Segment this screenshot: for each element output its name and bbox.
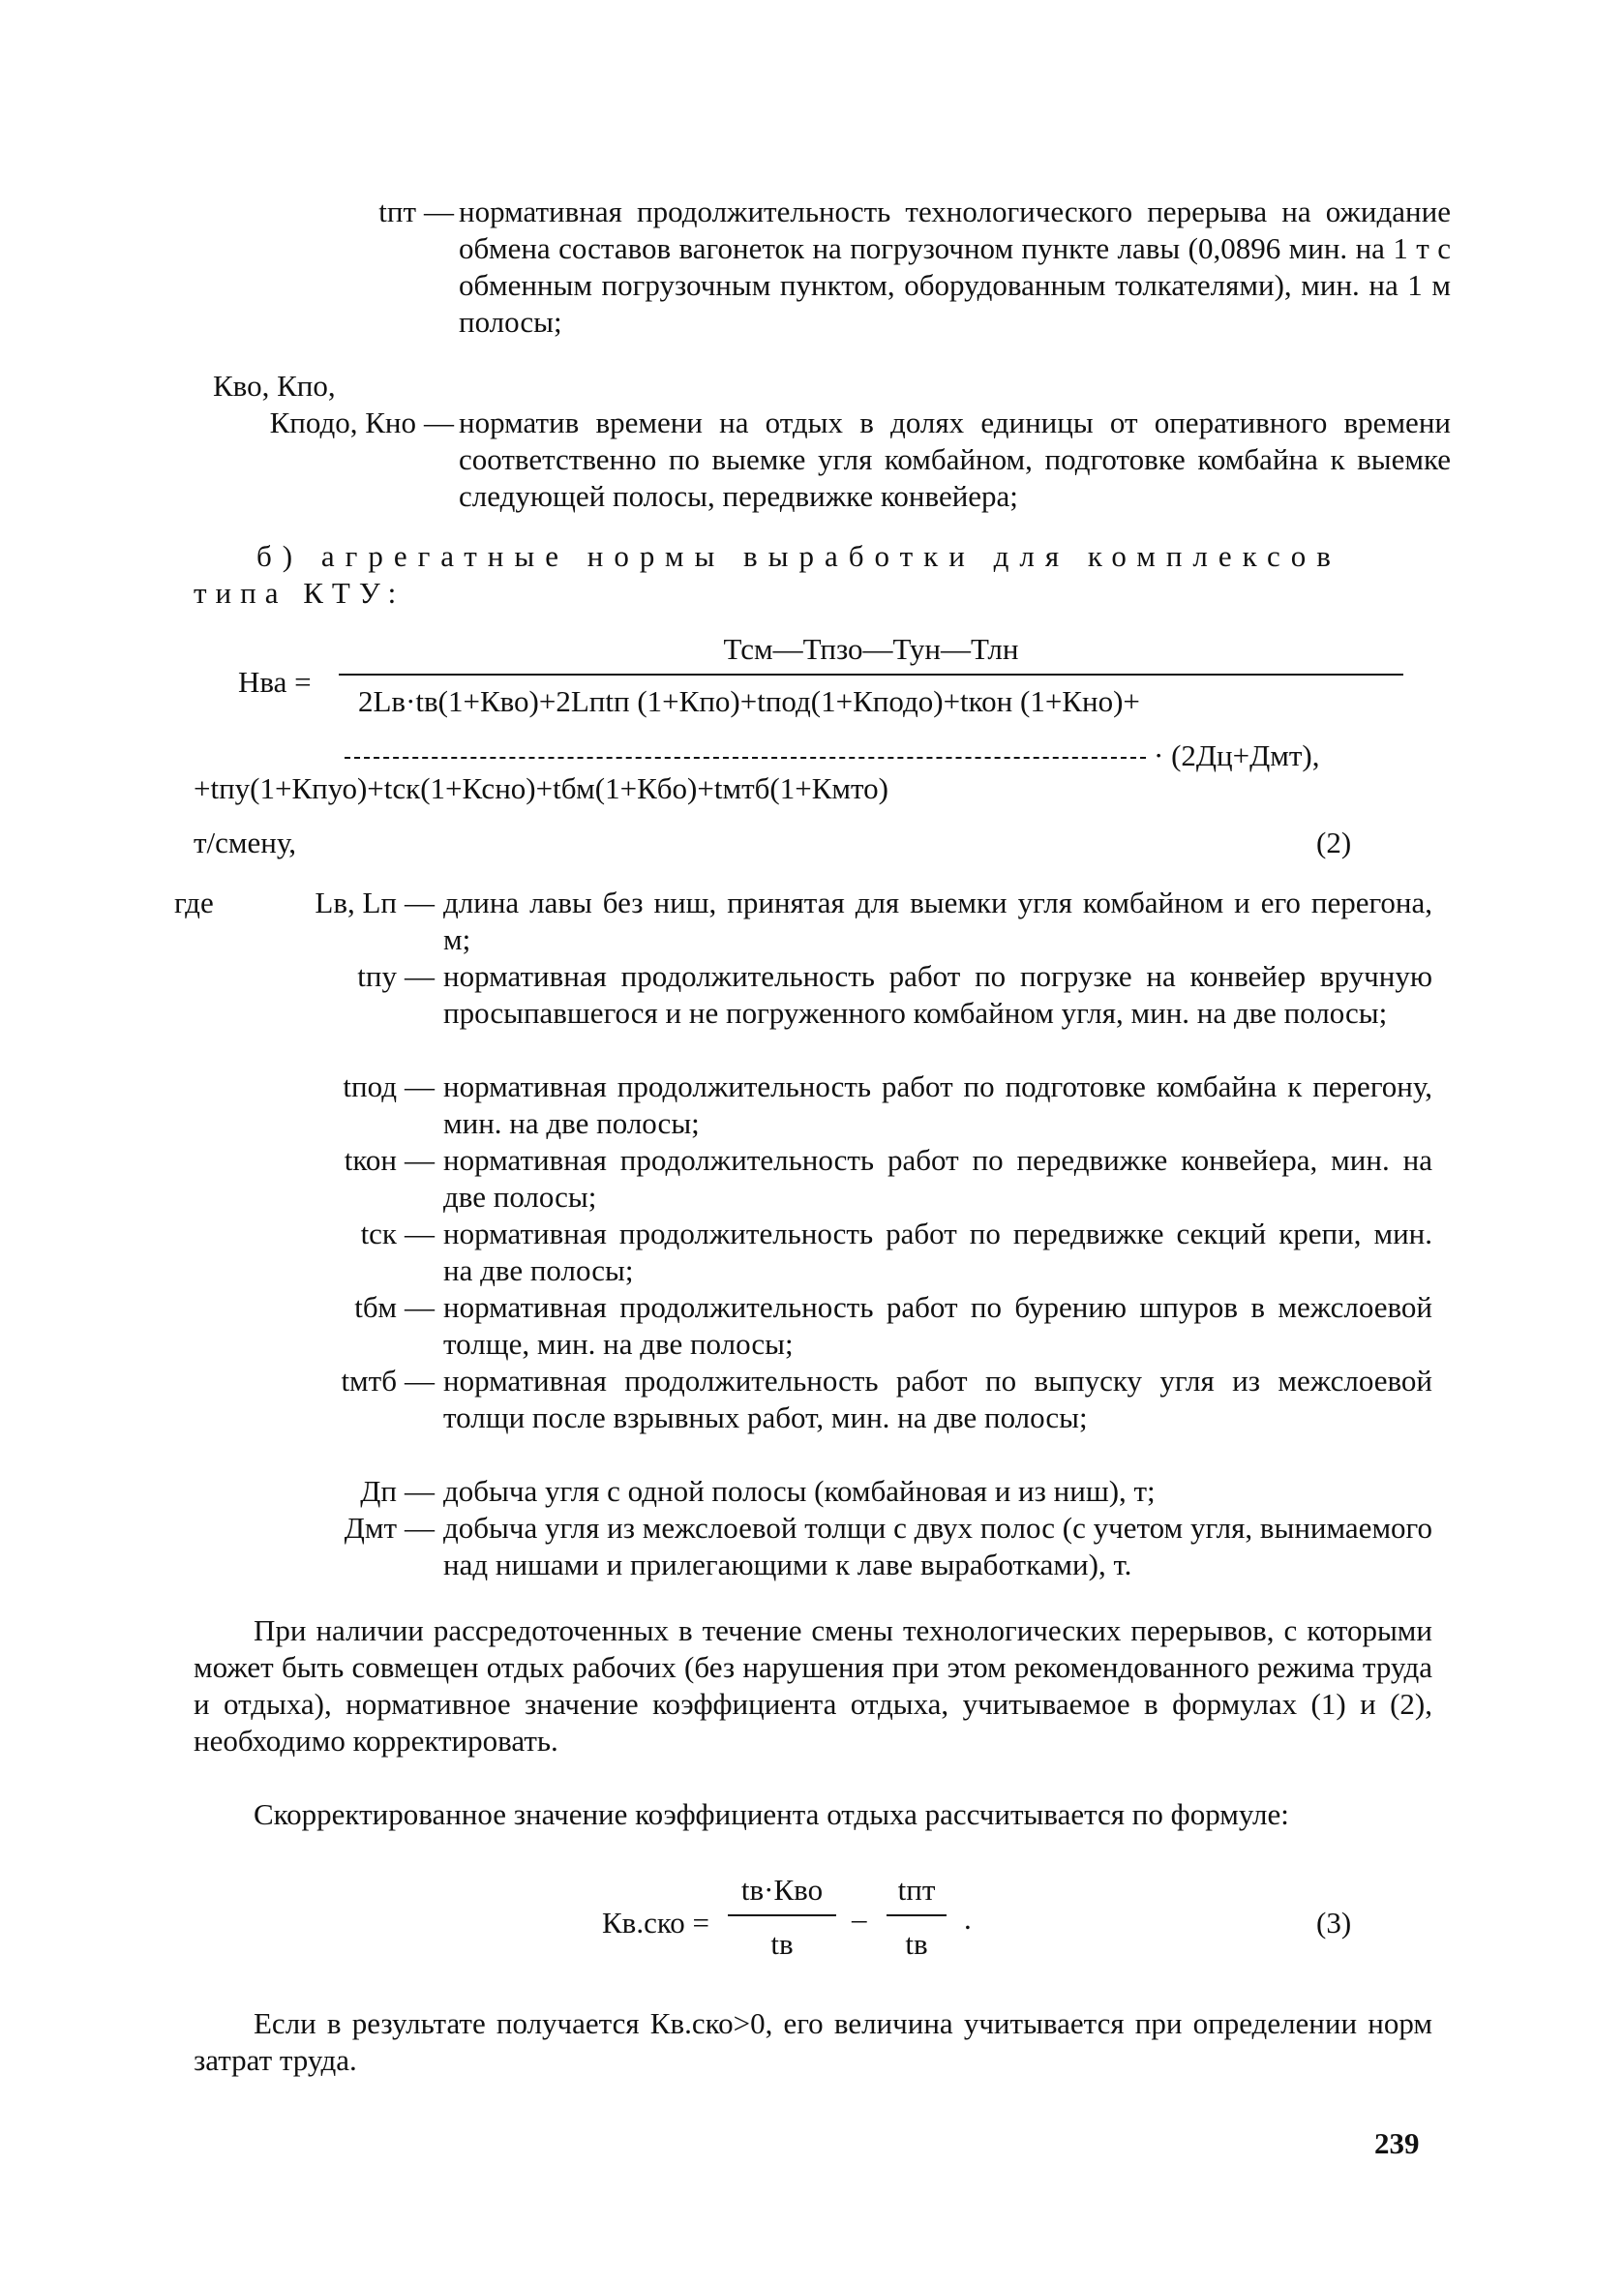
formula2-multiplier: · (2Дц+Дмт), [1154, 738, 1320, 772]
section-heading-line1: б) агрегатные нормы выработки для комплексов [256, 539, 1341, 573]
definition-dash: — [405, 1474, 435, 1508]
formula3-dot: . [964, 1902, 972, 1936]
symbol-t-pt: tпт [378, 195, 416, 228]
definition-text-t-pod: нормативная продолжительность работ по подготовке комбайна к перегону, мин. на две полосы; [443, 1069, 1432, 1140]
paragraph-corrected-value: Скорректированное значение коэффициента отдыха рассчитывается по формуле: [254, 1797, 1289, 1831]
definition-dash: — [424, 406, 454, 439]
formula3-minus: – [852, 1902, 867, 1936]
definition-dash: — [424, 195, 454, 228]
formula2-fraction-bar [339, 674, 1403, 676]
definition-dash: — [405, 1217, 435, 1250]
definition-dash: — [405, 1364, 435, 1398]
formula3-fraction1-denominator: tв [770, 1927, 794, 1961]
formula3-fraction2-denominator: tв [905, 1927, 928, 1961]
where-label: где [174, 886, 214, 919]
formula2-fraction-bar-continued [345, 757, 1146, 759]
symbol-k-rest-2: Кподо, Кно [269, 406, 416, 439]
symbol-t-pu: tпу [357, 959, 397, 993]
symbol-d-p: Дп [360, 1474, 397, 1508]
formula2-denominator-line2: +tпу(1+Кпуо)+tск(1+Ксно)+tбм(1+Кбо)+tмтб(1+Кмто) [194, 771, 888, 805]
formula3-fraction1-numerator: tв·Кво [740, 1873, 824, 1907]
definition-dash: — [405, 1290, 435, 1324]
definition-text-d-mt: добыча угля из межслоевой толщи с двух полос (с учетом угля, вынимаемого над нишами и прилегающими к лаве выработками), т. [443, 1511, 1432, 1581]
definition-dash: — [405, 1069, 435, 1103]
symbol-t-sk: tск [360, 1217, 397, 1250]
definition-text-d-p: добыча угля с одной полосы (комбайновая и из ниш), т; [443, 1474, 1156, 1508]
definition-text-l-length: длина лавы без ниш, принятая для выемки угля комбайном и его перегона, м; [443, 886, 1432, 956]
formula3-fraction2-numerator: tпт [897, 1873, 936, 1907]
definition-text-t-sk: нормативная продолжительность работ по передвижке секций крепи, мин. на две полосы; [443, 1217, 1432, 1287]
formula3-lhs: Кв.ско = [602, 1906, 710, 1940]
symbol-l-length: Lв, Lп [315, 886, 397, 919]
definition-dash: — [405, 959, 435, 993]
formula2-denominator-line1: 2Lв·tв(1+Кво)+2Lпtп (1+Кпо)+tпод(1+Кподо)+tкон (1+Кно)+ [358, 684, 1140, 718]
definition-text-t-bm: нормативная продолжительность работ по бурению шпуров в межслоевой толще, мин. на две полосы; [443, 1290, 1432, 1361]
formula2-number: (2) [1316, 826, 1352, 859]
symbol-d-mt: Дмт [344, 1511, 397, 1545]
definition-text-t-pu: нормативная продолжительность работ по погрузке на конвейер вручную просыпавшегося и не погруженного комбайном угля, мин. на две полосы; [443, 959, 1432, 1030]
definition-dash: — [405, 1143, 435, 1177]
symbol-k-rest-1: Кво, Кпо, [213, 369, 336, 403]
paragraph-rest-correction: При наличии рассредоточенных в течение смены технологических перерывов, с которыми может быть совмещен отдых рабочих (без нарушения при этом рекомендованного режима труда и отдыха), нормативное значение коэффициента отдыха, учитываемое в формулах (1) и (2), необходимо корректировать. [194, 1613, 1432, 1758]
definition-text-k-rest: норматив времени на отдых в долях единицы от оперативного времени соответственно по выемке угля комбайном, подготовке комбайна к выемке следующей полосы, передвижке конвейера; [459, 406, 1451, 513]
definition-text-t-mtb: нормативная продолжительность работ по выпуску угля из межслоевой толщи после взрывных работ, мин. на две полосы; [443, 1364, 1432, 1434]
formula2-unit: т/смену, [194, 826, 297, 859]
definition-text-t-kon: нормативная продолжительность работ по передвижке конвейера, мин. на две полосы; [443, 1143, 1432, 1214]
section-heading-line2: типа КТУ: [194, 576, 406, 610]
formula3-number: (3) [1316, 1906, 1352, 1940]
definition-dash: — [405, 886, 435, 919]
definition-text-t-pt: нормативная продолжительность технологического перерыва на ожидание обмена составов вагонеток на погрузочном пункте лавы (0,0896 мин. на 1 т с обменным погрузочным пунктом, оборудованным толкателями), мин. на 1 м полосы; [459, 195, 1451, 339]
page-number: 239 [1374, 2126, 1420, 2160]
definition-dash: — [405, 1511, 435, 1545]
symbol-t-pod: tпод [343, 1069, 397, 1103]
formula3-fraction1-bar [728, 1914, 836, 1916]
symbol-t-kon: tкон [344, 1143, 397, 1177]
symbol-t-bm: tбм [354, 1290, 397, 1324]
formula2-numerator: Тсм—Тпзо—Тун—Тлн [723, 632, 1019, 666]
formula3-fraction2-bar [887, 1914, 947, 1916]
paragraph-if-positive: Если в результате получается Кв.ско>0, его величина учитывается при определении норм затрат труда. [194, 2006, 1432, 2077]
formula2-lhs: Нва = [238, 665, 312, 699]
symbol-t-mtb: tмтб [341, 1364, 397, 1398]
